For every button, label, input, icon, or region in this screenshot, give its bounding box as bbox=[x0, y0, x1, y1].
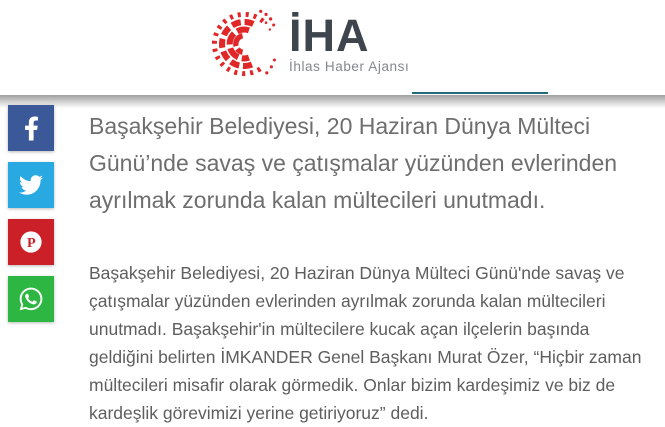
article-body: Başakşehir Belediyesi, 20 Haziran Dünya Mülteci Günü'nde savaş ve çatışmalar yüzünden evlerinden ayrılmak zorunda kalan mültecileri unutmadı. Başakşehir'in mültecilere kucak açan ilçelerin başında geldiğini belirten İMKANDER Genel Başkanı Murat Özer, “Hiçbir zaman mültecileri misafir olarak görmedik. Onlar bizim kardeşimiz ve biz de kardeşlik görevimizi yerine getiriyoruz” dedi. bbox=[89, 263, 642, 423]
iha-globe-icon bbox=[203, 6, 285, 82]
iha-logo[interactable] bbox=[203, 6, 409, 82]
site-header bbox=[0, 0, 665, 95]
logo-subtitle: İhlas Haber Ajansı bbox=[289, 59, 410, 74]
share-bar bbox=[8, 105, 54, 322]
pinterest-icon bbox=[14, 225, 48, 259]
header-accent-line bbox=[412, 92, 548, 94]
facebook-icon bbox=[24, 116, 39, 141]
facebook-share-button[interactable] bbox=[8, 105, 54, 151]
article-content bbox=[89, 108, 645, 427]
header-drop-shadow bbox=[0, 95, 665, 108]
twitter-icon bbox=[18, 173, 44, 197]
whatsapp-share-button[interactable] bbox=[8, 276, 54, 322]
twitter-share-button[interactable] bbox=[8, 162, 54, 208]
svg-text:P: P bbox=[27, 234, 36, 251]
article-headline: Başakşehir Belediyesi, 20 Haziran Dünya Mülteci Günü’nde savaş ve çatışmalar yüzünden evlerinden ayrılmak zorunda kalan mültecileri unutmadı. bbox=[89, 113, 618, 213]
whatsapp-icon bbox=[18, 286, 44, 312]
logo-title: İHA bbox=[289, 10, 370, 61]
pinterest-share-button[interactable] bbox=[8, 219, 54, 265]
logo-text bbox=[289, 6, 409, 74]
